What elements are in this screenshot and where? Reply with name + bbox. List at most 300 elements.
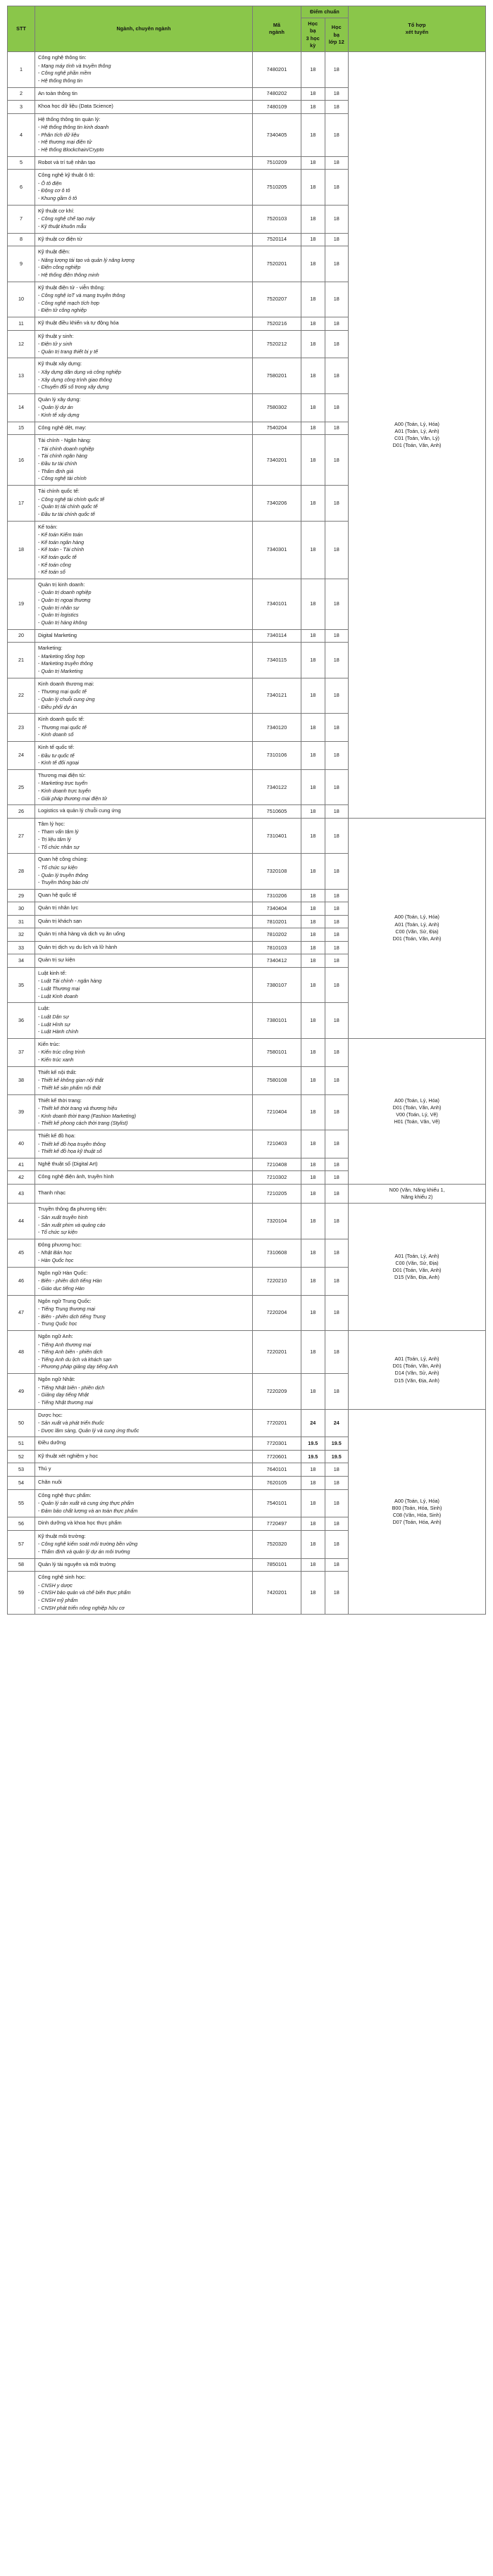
major-title: Kỹ thuật xét nghiệm y học [38,1452,99,1459]
score-transcript-grade-12: 18 [325,317,349,331]
major-cell [35,156,253,170]
specialization-item: - Mạng máy tính và truyền thông [38,63,249,70]
specialization-item: - CNSH bảo quản và chế biến thực phẩm [38,1589,249,1597]
row-index: 30 [8,902,35,916]
row-index: 15 [8,422,35,435]
specialization-list [38,404,249,419]
major-code: 7310206 [253,889,301,902]
score-transcript-grade-12: 18 [325,818,349,853]
specialization-item: - Phân tích dữ liệu [38,132,249,139]
row-index: 51 [8,1437,35,1451]
score-transcript-3-semesters: 18 [301,205,325,233]
row-index: 20 [8,629,35,643]
score-transcript-3-semesters: 18 [301,435,325,486]
score-transcript-3-semesters: 18 [301,1038,325,1066]
score-transcript-3-semesters: 18 [301,422,325,435]
major-title: Công nghệ điện ảnh, truyền hình [38,1173,114,1180]
row-index: 39 [8,1094,35,1130]
major-title: Thương mại điện tử: [38,771,86,778]
header-transcript-grade-12 [325,18,349,52]
row-index: 7 [8,205,35,233]
score-transcript-grade-12: 18 [325,643,349,678]
major-title: Thiết kế đồ họa: [38,1132,76,1139]
row-index: 27 [8,818,35,853]
major-cell [35,769,253,804]
major-code: 7210404 [253,1094,301,1130]
major-title: Nghệ thuật số (Digital Art) [38,1160,98,1167]
score-transcript-grade-12: 18 [325,282,349,317]
score-transcript-grade-12: 18 [325,928,349,942]
score-transcript-3-semesters: 19.5 [301,1437,325,1451]
row-index: 16 [8,435,35,486]
score-transcript-grade-12: 18 [325,521,349,579]
header-benchmark-score: Điểm chuẩn [301,6,349,18]
specialization-list [38,1049,249,1063]
major-code: 7210408 [253,1158,301,1171]
score-transcript-grade-12: 18 [325,1184,349,1203]
major-title: Dinh dưỡng và khoa học thực phẩm [38,1520,122,1527]
major-code: 7340115 [253,643,301,678]
score-transcript-3-semesters: 18 [301,486,325,521]
specialization-item: - Kỹ thuật khuôn mẫu [38,223,249,231]
specialization-item: - Công nghệ mạch tích hợp [38,300,249,308]
major-cell [35,854,253,889]
specialization-item: - Động cơ ô tô [38,187,249,195]
row-index: 32 [8,928,35,942]
header-combination-line1: Tổ hợp [408,21,426,28]
score-transcript-3-semesters: 18 [301,941,325,954]
score-transcript-3-semesters: 18 [301,769,325,804]
row-index: 34 [8,954,35,968]
score-transcript-grade-12: 18 [325,579,349,629]
row-index: 56 [8,1517,35,1531]
specialization-list [38,828,249,851]
major-code: 7510605 [253,805,301,819]
major-code: 7580101 [253,1038,301,1066]
score-transcript-3-semesters: 18 [301,1184,325,1203]
score-transcript-grade-12: 18 [325,967,349,1002]
specialization-item: - Kế toán Kiểm toán [38,531,249,539]
major-cell [35,1437,253,1451]
row-index: 42 [8,1171,35,1185]
row-index: 53 [8,1463,35,1477]
specialization-list [38,1541,249,1555]
score-transcript-3-semesters: 18 [301,629,325,643]
specialization-item: - Quản lý chuỗi cung ứng [38,696,249,704]
specialization-item: - Luật Dân sự [38,1014,249,1021]
specialization-list [38,496,249,519]
specialization-item: - Thương mại quốc tế [38,724,249,732]
major-title: Thiết kế thời trang: [38,1097,82,1104]
major-title: Kỹ thuật môi trường: [38,1532,86,1539]
major-title: Quản lý xây dựng: [38,396,81,403]
major-cell [35,629,253,643]
specialization-item: - Ô tô điện [38,180,249,188]
specialization-item: - Hệ thống thông tin kinh doanh [38,124,249,132]
score-transcript-3-semesters: 18 [301,889,325,902]
specialization-item: - Công nghệ tài chính [38,475,249,483]
major-title: Công nghệ thực phẩm: [38,1491,92,1498]
major-cell [35,1295,253,1330]
major-cell [35,358,253,393]
score-transcript-grade-12: 19.5 [325,1450,349,1463]
specialization-item: - Đầu tư quốc tế [38,752,249,760]
major-cell [35,928,253,942]
major-title: Ngôn ngữ Nhật: [38,1376,75,1383]
score-transcript-3-semesters: 18 [301,1477,325,1490]
row-index: 4 [8,113,35,156]
major-cell [35,113,253,156]
specialization-item: - Tổ chức sự kiện [38,864,249,872]
major-cell [35,1094,253,1130]
specialization-item: - Quản trị ngoại thương [38,597,249,605]
score-transcript-grade-12: 18 [325,1066,349,1094]
specialization-item: - Luật Tài chính - ngân hàng [38,978,249,985]
score-transcript-3-semesters: 18 [301,1530,325,1558]
major-cell [35,954,253,968]
score-transcript-3-semesters: 18 [301,954,325,968]
score-transcript-grade-12: 18 [325,1003,349,1038]
specialization-item: - Sản xuất truyền hình [38,1214,249,1222]
header-hb12-line1: Học bạ [331,24,342,38]
major-title: Quản trị nhà hàng và dịch vụ ăn uống [38,930,125,937]
major-code: 7540204 [253,422,301,435]
specialization-item: - Đảm bảo chất lượng và an toàn thực phẩm [38,1508,249,1515]
score-transcript-grade-12: 18 [325,358,349,393]
specialization-list [38,124,249,154]
major-code: 7420201 [253,1572,301,1615]
major-code: 7220209 [253,1374,301,1409]
specialization-list [38,1384,249,1407]
row-index: 58 [8,1558,35,1572]
specialization-item: - Tổ chức nhân sự [38,844,249,852]
row-index: 55 [8,1489,35,1517]
combination-line: C08 (Văn, Hóa, Sinh) [392,1511,442,1518]
combination-line: H01 (Toán, Văn, Vẽ) [394,1118,440,1125]
major-cell [35,246,253,282]
row-index: 35 [8,967,35,1002]
score-transcript-3-semesters: 18 [301,246,325,282]
specialization-list [38,1500,249,1515]
specialization-item: - Truyền thông báo chí [38,879,249,887]
specialization-item: - Thẩm định và quản lý dự án môi trường [38,1548,249,1556]
score-transcript-grade-12: 18 [325,1158,349,1171]
major-cell [35,1477,253,1490]
specialization-item: - Sản xuất phim và quảng cáo [38,1222,249,1230]
score-transcript-grade-12: 18 [325,486,349,521]
row-index: 11 [8,317,35,331]
major-code: 7220201 [253,1331,301,1374]
specialization-item: - Tiếng Trung thương mại [38,1306,249,1313]
major-cell [35,1489,253,1517]
specialization-item: - Thiết kế đồ họa truyền thông [38,1141,249,1149]
combination-line: D15 (Văn, Địa, Anh) [394,1377,439,1384]
major-title: Quản trị sự kiện [38,956,75,964]
row-index: 29 [8,889,35,902]
major-title: An toàn thông tin [38,89,77,96]
specialization-item: - Tiếng Nhật thương mại [38,1399,249,1407]
subject-combination-cell [349,1038,486,1184]
major-cell [35,1171,253,1185]
major-code: 7340301 [253,521,301,579]
row-index: 48 [8,1331,35,1374]
major-title: Hệ thống thông tin quản lý: [38,115,101,122]
major-title: Kinh doanh thương mại: [38,680,94,687]
specialization-item: - Đầu tư tài chính [38,460,249,468]
specialization-item: - Điện tử y sinh [38,341,249,348]
major-cell [35,205,253,233]
specialization-item: - Marketing trực tuyến [38,780,249,788]
major-code: 7520212 [253,330,301,358]
specialization-list [38,724,249,739]
row-index: 38 [8,1066,35,1094]
score-transcript-3-semesters: 18 [301,282,325,317]
major-cell [35,941,253,954]
specialization-item: - Quản lý dự án [38,404,249,412]
major-cell [35,1450,253,1463]
combination-line: V00 (Toán, Lý, Vẽ) [396,1111,438,1118]
specialization-list [38,446,249,483]
specialization-item: - Quản trị tài chính quốc tế [38,503,249,511]
major-code: 7380107 [253,967,301,1002]
specialization-item: - Phương pháp giảng dạy tiếng Anh [38,1363,249,1371]
row-index: 17 [8,486,35,521]
major-title: Công nghệ dệt, may: [38,424,87,431]
specialization-item: - Quản lý sản xuất và cung ứng thực phẩm [38,1500,249,1508]
specialization-item: - Marketing tổng hợp [38,653,249,661]
score-transcript-3-semesters: 18 [301,156,325,170]
specialization-item: - Thiết kế phong cách thời trang (Stylist) [38,1120,249,1128]
major-code: 7810103 [253,941,301,954]
major-code: 7340201 [253,435,301,486]
score-transcript-3-semesters: 19.5 [301,1450,325,1463]
row-index: 3 [8,101,35,114]
score-transcript-3-semesters: 18 [301,330,325,358]
score-transcript-3-semesters: 18 [301,1374,325,1409]
major-title: Quản trị kinh doanh: [38,581,85,588]
score-transcript-3-semesters: 18 [301,902,325,916]
major-cell [35,818,253,853]
row-index: 6 [8,170,35,205]
score-transcript-3-semesters: 18 [301,1003,325,1038]
specialization-item: - Tiếng Nhật biên - phiên dịch [38,1384,249,1392]
table-row [8,1038,486,1066]
header-major-code [253,6,301,52]
subject-combination-cell [349,52,486,819]
score-transcript-3-semesters: 18 [301,1239,325,1267]
score-transcript-3-semesters: 18 [301,358,325,393]
major-code: 7340412 [253,954,301,968]
row-index: 54 [8,1477,35,1490]
major-title: Công nghệ sinh học: [38,1574,86,1581]
table-row [8,1204,486,1239]
major-title: Kỹ thuật cơ khí: [38,207,75,214]
specialization-item: - Quản trị Marketing [38,668,249,676]
score-transcript-3-semesters: 18 [301,170,325,205]
specialization-item: - Giáo dục tiếng Hàn [38,1285,249,1293]
score-transcript-3-semesters: 18 [301,1295,325,1330]
specialization-item: - Hệ thống thông tin [38,77,249,85]
major-cell [35,579,253,629]
major-code: 7380101 [253,1003,301,1038]
row-index: 24 [8,742,35,770]
major-title: Tâm lý học: [38,820,65,827]
table-row [8,818,486,853]
major-cell [35,330,253,358]
major-code: 7580302 [253,393,301,422]
score-transcript-grade-12: 18 [325,435,349,486]
specialization-list [38,1214,249,1237]
score-transcript-grade-12: 18 [325,1094,349,1130]
specialization-item: - Tiếng Anh thương mại [38,1341,249,1349]
row-index: 50 [8,1409,35,1437]
specialization-item: - Kế toán số [38,569,249,576]
header-subject-combination [349,6,486,52]
combination-line: D01 (Toán, Văn, Anh) [392,935,442,942]
score-transcript-3-semesters: 18 [301,714,325,742]
score-transcript-grade-12: 18 [325,1558,349,1572]
major-cell [35,1558,253,1572]
combination-line: D01 (Toán, Văn, Anh) [392,1267,442,1274]
specialization-list [38,688,249,711]
combination-line: A01 (Toán, Lý, Anh) [394,1252,439,1259]
major-cell [35,1374,253,1409]
specialization-item: - Thương mại quốc tế [38,688,249,696]
major-code: 7480202 [253,87,301,101]
score-transcript-3-semesters: 18 [301,1489,325,1517]
specialization-list [38,1077,249,1092]
score-transcript-3-semesters: 18 [301,1204,325,1239]
major-code: 7580108 [253,1066,301,1094]
major-title: Công nghệ kỹ thuật ô tô: [38,172,95,179]
score-transcript-grade-12: 24 [325,1409,349,1437]
major-cell [35,1038,253,1066]
specialization-item: - Chuyển đổi số trong xây dựng [38,384,249,391]
score-transcript-3-semesters: 18 [301,742,325,770]
header-major-code-line2: ngành [268,29,285,36]
score-transcript-3-semesters: 18 [301,967,325,1002]
major-cell [35,902,253,916]
score-transcript-3-semesters: 18 [301,101,325,114]
header-combination-line2: xét tuyển [405,29,429,36]
specialization-item: - Tiếng Anh biên - phiên dịch [38,1349,249,1356]
header-major-code-line1: Mã [273,21,281,28]
row-index: 26 [8,805,35,819]
score-transcript-grade-12: 18 [325,101,349,114]
major-title: Kỹ thuật cơ điện tử [38,235,82,242]
score-transcript-grade-12: 18 [325,629,349,643]
row-index: 59 [8,1572,35,1615]
score-transcript-grade-12: 18 [325,854,349,889]
major-title: Khoa học dữ liệu (Data Science) [38,103,113,110]
major-title: Digital Marketing [38,631,77,638]
major-code: 7810201 [253,915,301,928]
score-transcript-3-semesters: 18 [301,1572,325,1615]
score-transcript-3-semesters: 18 [301,818,325,853]
row-index: 12 [8,330,35,358]
major-code: 7310106 [253,742,301,770]
score-transcript-grade-12: 18 [325,330,349,358]
major-cell [35,742,253,770]
specialization-item: - Luật Thương mại [38,985,249,993]
major-code: 7520103 [253,205,301,233]
specialization-list [38,978,249,1000]
score-transcript-3-semesters: 18 [301,233,325,246]
row-index: 13 [8,358,35,393]
combination-line: A01 (Toán, Lý, Anh) [394,921,439,928]
row-index: 41 [8,1158,35,1171]
specialization-list [38,1582,249,1612]
major-code: 7850101 [253,1558,301,1572]
score-transcript-grade-12: 18 [325,941,349,954]
specialization-item: - Thiết kế đồ họa kỹ thuật số [38,1148,249,1156]
major-code: 7580201 [253,358,301,393]
major-title: Kỹ thuật điện tử - viễn thông: [38,284,105,291]
major-code: 7340120 [253,714,301,742]
score-transcript-grade-12: 18 [325,1171,349,1185]
major-cell [35,805,253,819]
score-transcript-3-semesters: 18 [301,1130,325,1158]
major-title: Thiết kế nội thất: [38,1068,77,1075]
row-index: 52 [8,1450,35,1463]
major-code: 7510205 [253,170,301,205]
score-transcript-3-semesters: 18 [301,915,325,928]
header-row-top [8,6,486,18]
score-transcript-grade-12: 18 [325,1038,349,1066]
row-index: 44 [8,1204,35,1239]
score-transcript-grade-12: 18 [325,52,349,87]
score-transcript-3-semesters: 18 [301,1094,325,1130]
score-transcript-3-semesters: 18 [301,1158,325,1171]
major-title: Thanh nhạc [38,1189,66,1197]
score-transcript-grade-12: 18 [325,902,349,916]
specialization-item: - Kế toán - Tài chính [38,546,249,554]
major-code: 7540101 [253,1489,301,1517]
specialization-item: - Kiến trúc xanh [38,1056,249,1064]
score-transcript-grade-12: 18 [325,1267,349,1295]
major-title: Tài chính quốc tế: [38,488,80,495]
specialization-list [38,589,249,626]
major-cell [35,486,253,521]
major-cell [35,967,253,1002]
score-transcript-grade-12: 18 [325,1477,349,1490]
combination-line: D07 (Toán, Hóa, Anh) [392,1519,442,1526]
major-code: 7520320 [253,1530,301,1558]
score-transcript-grade-12: 18 [325,87,349,101]
major-title: Kỹ thuật xây dựng: [38,360,82,367]
specialization-item: - Luật Kinh doanh [38,993,249,1001]
major-code: 7480201 [253,52,301,87]
row-index: 21 [8,643,35,678]
row-index: 18 [8,521,35,579]
specialization-list [38,752,249,767]
row-index: 40 [8,1130,35,1158]
major-code: 7210403 [253,1130,301,1158]
major-cell [35,1204,253,1239]
specialization-item: - Điều phối dự án [38,704,249,712]
score-transcript-grade-12: 19.5 [325,1437,349,1451]
row-index: 47 [8,1295,35,1330]
score-transcript-grade-12: 18 [325,805,349,819]
score-transcript-3-semesters: 18 [301,521,325,579]
score-transcript-grade-12: 18 [325,742,349,770]
combination-line: D01 (Toán, Văn, Anh) [392,1363,442,1370]
specialization-item: - Công nghệ IoT và mạng truyền thông [38,292,249,300]
score-transcript-3-semesters: 18 [301,52,325,87]
score-transcript-grade-12: 18 [325,1374,349,1409]
specialization-item: - Kế toán quốc tế [38,554,249,562]
specialization-item: - Luật Hình sự [38,1021,249,1029]
